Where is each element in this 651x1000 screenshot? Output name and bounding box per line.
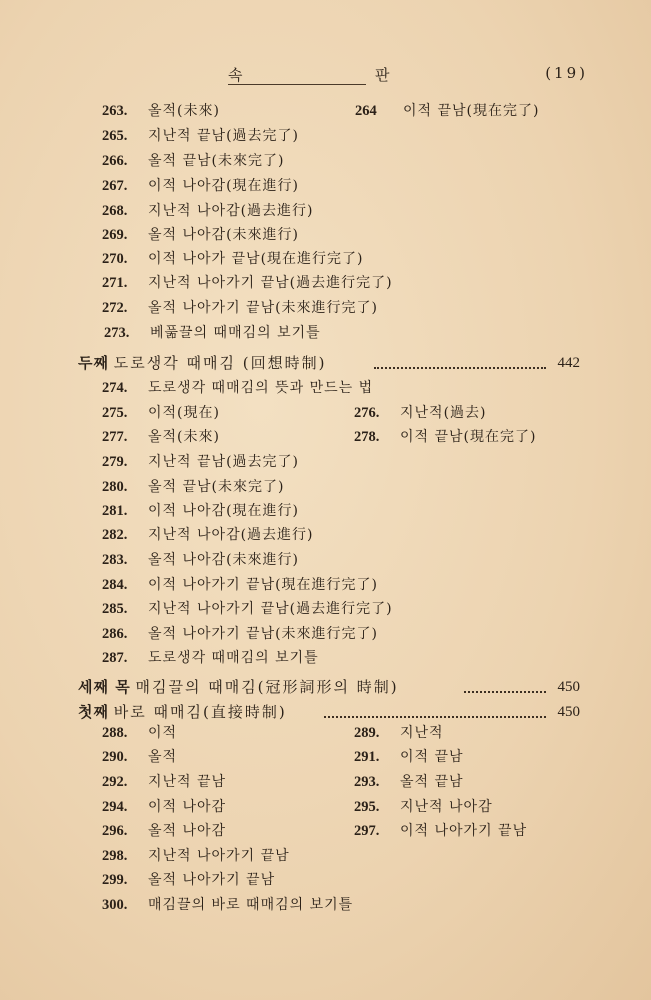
entry-title: 올적(未來) [148, 429, 220, 445]
section-page: 450 [557, 679, 580, 695]
entry-title: 베풂끌의 때매김의 보기틀 [150, 325, 321, 341]
entry-title: 올적 끝남(未來完了) [148, 479, 285, 495]
toc-entry [102, 597, 393, 621]
entry-number: 292. [102, 774, 128, 790]
entry-number: 274. [102, 380, 128, 396]
toc-entry [102, 376, 373, 400]
entry-title: 매김끌의 바로 때매김의 보기틀 [148, 897, 354, 913]
entry-number: 288. [102, 725, 128, 741]
entry-title: 이적 끝남(現在完了) [400, 429, 537, 445]
entry-title: 올적 나아감 [148, 823, 227, 839]
entry-number: 281. [102, 503, 128, 519]
section-label: 첫째 [78, 703, 109, 721]
dot-leader [374, 367, 546, 369]
entry-number: 286. [102, 626, 128, 642]
toc-entry [102, 223, 299, 247]
toc-entry [102, 893, 353, 917]
entry-title: 지난적 나아감 [400, 799, 493, 815]
toc-entry [102, 425, 220, 449]
entry-number: 289. [354, 725, 380, 741]
toc-entry [354, 745, 464, 769]
entry-number: 267. [102, 178, 128, 194]
entry-title: 지난적 끝남(過去完了) [148, 454, 299, 470]
entry-title: 올적(未來) [148, 103, 220, 119]
entry-number: 290. [102, 749, 128, 765]
entry-number: 269. [102, 227, 128, 243]
entry-number: 300. [102, 897, 128, 913]
toc-entry [354, 770, 464, 794]
toc-entry [102, 548, 299, 572]
header-rule [228, 84, 366, 85]
entry-title: 올적 끝남(未來完了) [148, 153, 285, 169]
toc-entry [102, 475, 284, 499]
running-header [228, 64, 588, 86]
entry-number: 285. [102, 601, 128, 617]
entry-title: 지난적 끝남(過去完了) [148, 128, 299, 144]
page-number: (19) [545, 64, 588, 82]
toc-entry [102, 523, 314, 547]
entry-title: 올적 [148, 749, 178, 765]
entry-number: 264 [355, 103, 377, 119]
section-label: 세째 목 [78, 678, 131, 696]
entry-title: 도로생각 때매김의 보기틀 [148, 650, 319, 666]
dot-leader [324, 716, 546, 718]
toc-entry [102, 745, 177, 769]
entry-number: 278. [354, 429, 380, 445]
section-heading-dujjae [78, 350, 580, 376]
section-page: 442 [557, 355, 580, 371]
entry-number: 287. [102, 650, 128, 666]
toc-entry [355, 99, 539, 123]
entry-title: 이적 나아감 [148, 799, 227, 815]
entry-number: 296. [102, 823, 128, 839]
toc-entry [102, 401, 220, 425]
section-page: 450 [557, 704, 580, 720]
entry-number: 295. [354, 799, 380, 815]
toc-entry [104, 321, 321, 345]
toc-entry [102, 271, 393, 295]
toc-entry [102, 149, 284, 173]
entry-title: 이적 나아가 끝남(現在進行完了) [148, 251, 364, 267]
section-title: 매김끌의 때매김(冠形詞形의 時制) [135, 678, 399, 696]
entry-title: 지난적 나아감(過去進行) [148, 203, 314, 219]
entry-title: 이적 나아가기 끝남(現在進行完了) [148, 577, 379, 593]
header-left: 속 [228, 66, 243, 84]
toc-entry [102, 296, 378, 320]
entry-title: 올적 나아가기 끝남 [148, 872, 276, 888]
entry-number: 282. [102, 527, 128, 543]
toc-entry [102, 450, 299, 474]
toc-entry [102, 795, 226, 819]
toc-entry [102, 770, 226, 794]
section-title: 도로생각 때매김 (回想時制) [113, 354, 327, 372]
entry-number: 291. [354, 749, 380, 765]
entry-number: 280. [102, 479, 128, 495]
toc-entry [354, 425, 536, 449]
entry-title: 지난적(過去) [400, 405, 487, 421]
toc-entry [102, 124, 299, 148]
toc-entry [102, 844, 290, 868]
entry-title: 지난적 [400, 725, 444, 741]
toc-entry [102, 199, 314, 223]
entry-number: 276. [354, 405, 380, 421]
section-heading-sejjae [78, 674, 580, 700]
entry-title: 이적 나아감(現在進行) [148, 178, 299, 194]
toc-entry [354, 721, 444, 745]
entry-number: 271. [102, 275, 128, 291]
toc-entry [102, 499, 299, 523]
toc-entry [102, 99, 220, 123]
entry-number: 268. [102, 203, 128, 219]
entry-title: 올적 나아감(未來進行) [148, 552, 299, 568]
entry-number: 270. [102, 251, 128, 267]
entry-title: 올적 나아가기 끝남(未來進行完了) [148, 626, 379, 642]
entry-number: 283. [102, 552, 128, 568]
entry-number: 265. [102, 128, 128, 144]
entry-title: 이적 [148, 725, 178, 741]
toc-entry [102, 247, 364, 271]
entry-number: 284. [102, 577, 128, 593]
entry-title: 지난적 끝남 [148, 774, 227, 790]
entry-number: 279. [102, 454, 128, 470]
dot-leader [464, 691, 546, 693]
entry-number: 294. [102, 799, 128, 815]
entry-title: 이적 나아감(現在進行) [148, 503, 299, 519]
toc-entry [102, 721, 177, 745]
entry-number: 277. [102, 429, 128, 445]
toc-entry [102, 868, 275, 892]
entry-title: 올적 나아감(未來進行) [148, 227, 299, 243]
entry-title: 이적 끝남(現在完了) [403, 103, 540, 119]
entry-title: 올적 나아가기 끝남(未來進行完了) [148, 300, 379, 316]
section-label: 두째 [78, 354, 109, 372]
toc-entry [102, 819, 226, 843]
entry-number: 297. [354, 823, 380, 839]
entry-title: 올적 끝남 [400, 774, 464, 790]
entry-number: 299. [102, 872, 128, 888]
entry-title: 지난적 나아가기 끝남(過去進行完了) [148, 601, 393, 617]
entry-number: 263. [102, 103, 128, 119]
section-title: 바로 때매김(直接時制) [113, 703, 287, 721]
entry-title: 지난적 나아감(過去進行) [148, 527, 314, 543]
entry-title: 이적(現在) [148, 405, 220, 421]
entry-title: 도로생각 때매김의 뜻과 만드는 법 [148, 380, 374, 396]
toc-entry [354, 795, 493, 819]
toc-entry [354, 819, 527, 843]
entry-title: 지난적 나아가기 끝남 [148, 848, 290, 864]
toc-entry [102, 646, 319, 670]
header-mid: 판 [375, 66, 390, 84]
entry-number: 298. [102, 848, 128, 864]
toc-entry [102, 573, 378, 597]
entry-title: 이적 나아가기 끝남 [400, 823, 528, 839]
toc-entry [102, 622, 378, 646]
entry-number: 275. [102, 405, 128, 421]
entry-number: 272. [102, 300, 128, 316]
toc-entry [102, 174, 299, 198]
toc-entry [354, 401, 487, 425]
entry-number: 273. [104, 325, 130, 341]
entry-title: 지난적 나아가기 끝남(過去進行完了) [148, 275, 393, 291]
entry-title: 이적 끝남 [400, 749, 464, 765]
entry-number: 293. [354, 774, 380, 790]
entry-number: 266. [102, 153, 128, 169]
